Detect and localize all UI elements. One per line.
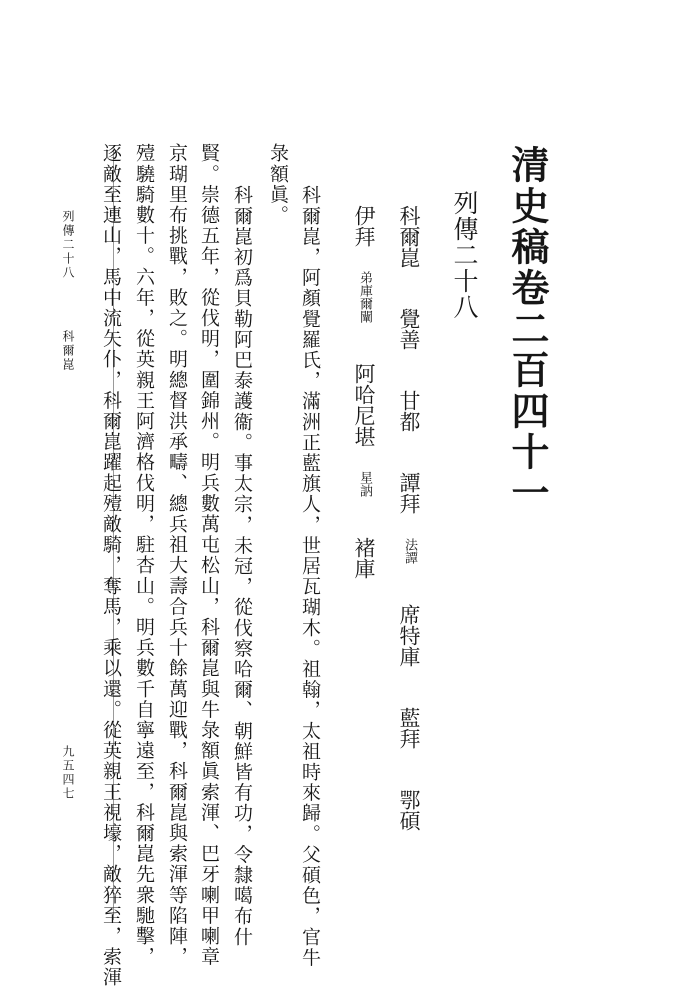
name-gandu: 甘都 bbox=[397, 390, 421, 432]
name-lanbai: 藍拜 bbox=[397, 707, 421, 749]
chapter-heading: 列傳二十八 bbox=[450, 190, 479, 320]
name-kerkun: 科爾崑 bbox=[397, 205, 421, 268]
body-column-6: 殪驍騎數十。六年，從英親王阿濟格伐明，駐杏山。明兵數千自寧遠至，科爾崑先衆馳擊， bbox=[133, 143, 155, 967]
name-jueshan: 覺善 bbox=[397, 308, 421, 350]
body-column-5: 京瑚里布挑戰，敗之。明總督洪承疇、總兵祖大壽合兵十餘萬迎戰，科爾崑與索渾等陷陣， bbox=[166, 143, 188, 967]
name-chuku: 褚庫 bbox=[352, 537, 376, 579]
body-column-2: 彔額眞。 bbox=[267, 143, 289, 226]
body-column-3: 科爾崑初爲貝勒阿巴泰護衞。事太宗，未冠，從伐察哈爾、朝鮮皆有功，令隸噶布什 bbox=[231, 185, 253, 948]
body-column-7: 逐敵至連山，馬中流矢仆，科爾崑躍起殪敵騎，奪馬，乘以還。從英親王視壕，敵猝至，索渾 bbox=[100, 143, 122, 988]
name-ahanikan: 阿哈尼堪 bbox=[352, 363, 376, 447]
name-kuerchan-note: 弟庫爾闡 bbox=[357, 271, 372, 323]
name-xingne-note: 星訥 bbox=[357, 471, 372, 497]
body-column-1: 科爾崑，阿顏覺羅氏，滿洲正藍旗人，世居瓦瑚木。祖翰，太祖時來歸。父碩色，官牛 bbox=[299, 185, 321, 968]
name-xiteku: 席特庫 bbox=[397, 604, 421, 667]
running-footer bbox=[62, 210, 74, 372]
biography-names-line-2 bbox=[353, 205, 374, 579]
footer-subject: 科爾崑 bbox=[61, 330, 75, 372]
name-eshuo: 鄂碩 bbox=[397, 789, 421, 831]
name-tanbai: 譚拜 bbox=[397, 472, 421, 514]
biography-names-line-1 bbox=[398, 205, 419, 831]
name-fatan-note: 法譚 bbox=[402, 538, 417, 564]
page-number: 九五四七 bbox=[61, 745, 75, 801]
body-column-4: 賢。崇德五年，從伐明，圍錦州。明兵數萬屯松山，科爾崑與牛彔額眞索渾、巴牙喇甲喇章 bbox=[198, 143, 220, 967]
footer-section: 列傳二十八 bbox=[61, 210, 75, 280]
book-title: 清史稿卷二百四十一 bbox=[505, 145, 550, 514]
name-yibai: 伊拜 bbox=[352, 205, 376, 247]
